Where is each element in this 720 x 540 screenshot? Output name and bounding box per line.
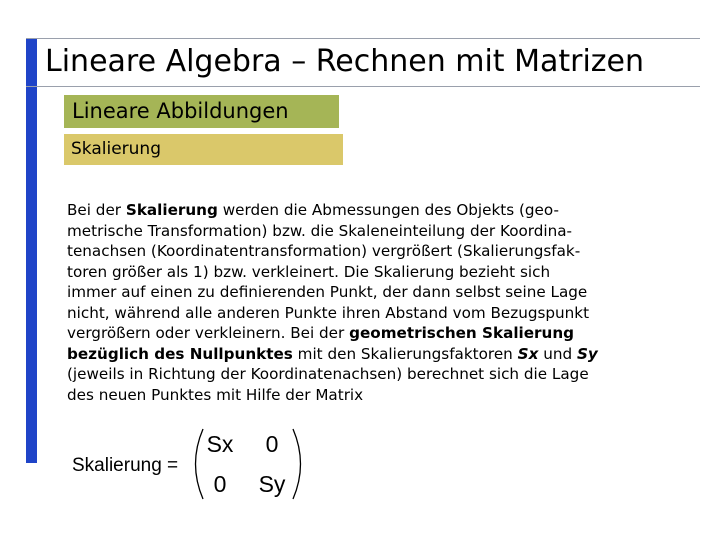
left-parenthesis: [196, 429, 204, 499]
matrix-cell-22: Sy: [258, 471, 286, 497]
text-line: tenachsen (Koordinatentransformation) vergrößert (Skalierungsfak-: [67, 242, 581, 260]
emphasis-term: bezüglich des Nullpunktes: [67, 344, 293, 363]
variable-sx: Sx: [517, 344, 539, 363]
text-run: werden die Abmessungen des Objekts (geo-: [217, 201, 559, 219]
section-heading: Lineare Abbildungen: [64, 95, 339, 128]
matrix-cell-12: 0: [265, 431, 279, 457]
matrix-cell-11: Sx: [206, 431, 234, 457]
text-run: Bei der: [67, 201, 126, 219]
accent-bar: [26, 38, 37, 463]
emphasis-term: geometrischen Skalierung: [349, 324, 575, 342]
text-line: (jeweils in Richtung der Koordinatenachsen) berechnet sich die Lage: [67, 365, 589, 383]
text-line: toren größer als 1) bzw. verkleinert. Die Skalierung bezieht sich: [67, 262, 551, 281]
text-line: immer auf einen zu definierenden Punkt, der dann selbst seine Lage: [67, 283, 588, 301]
text-line: [67, 323, 667, 344]
slide-title: Lineare Algebra – Rechnen mit Matrizen: [45, 44, 645, 79]
subsection-heading: Skalierung: [64, 134, 343, 165]
scaling-matrix-formula: [72, 426, 312, 502]
emphasis-term: Skalierung: [125, 201, 218, 219]
text-line: nicht, während alle anderen Punkte ihren Abstand vom Bezugspunkt: [67, 303, 590, 322]
matrix-cell-21: 0: [213, 471, 227, 497]
text-line: metrische Transformation) bzw. die Skaleneinteilung der Koordina-: [67, 221, 573, 240]
text-line: [67, 344, 667, 365]
text-line: des neuen Punktes mit Hilfe der Matrix: [67, 385, 364, 404]
variable-sy: Sy: [576, 344, 598, 363]
text-run: mit den Skalierungsfaktoren: [292, 344, 518, 363]
text-line: [67, 200, 667, 221]
right-parenthesis: [293, 429, 301, 499]
body-paragraph: [67, 200, 667, 405]
text-run: und: [538, 344, 577, 363]
formula-lhs: Skalierung =: [72, 455, 179, 476]
text-run: vergrößern oder verkleinern. Bei der: [67, 324, 350, 342]
